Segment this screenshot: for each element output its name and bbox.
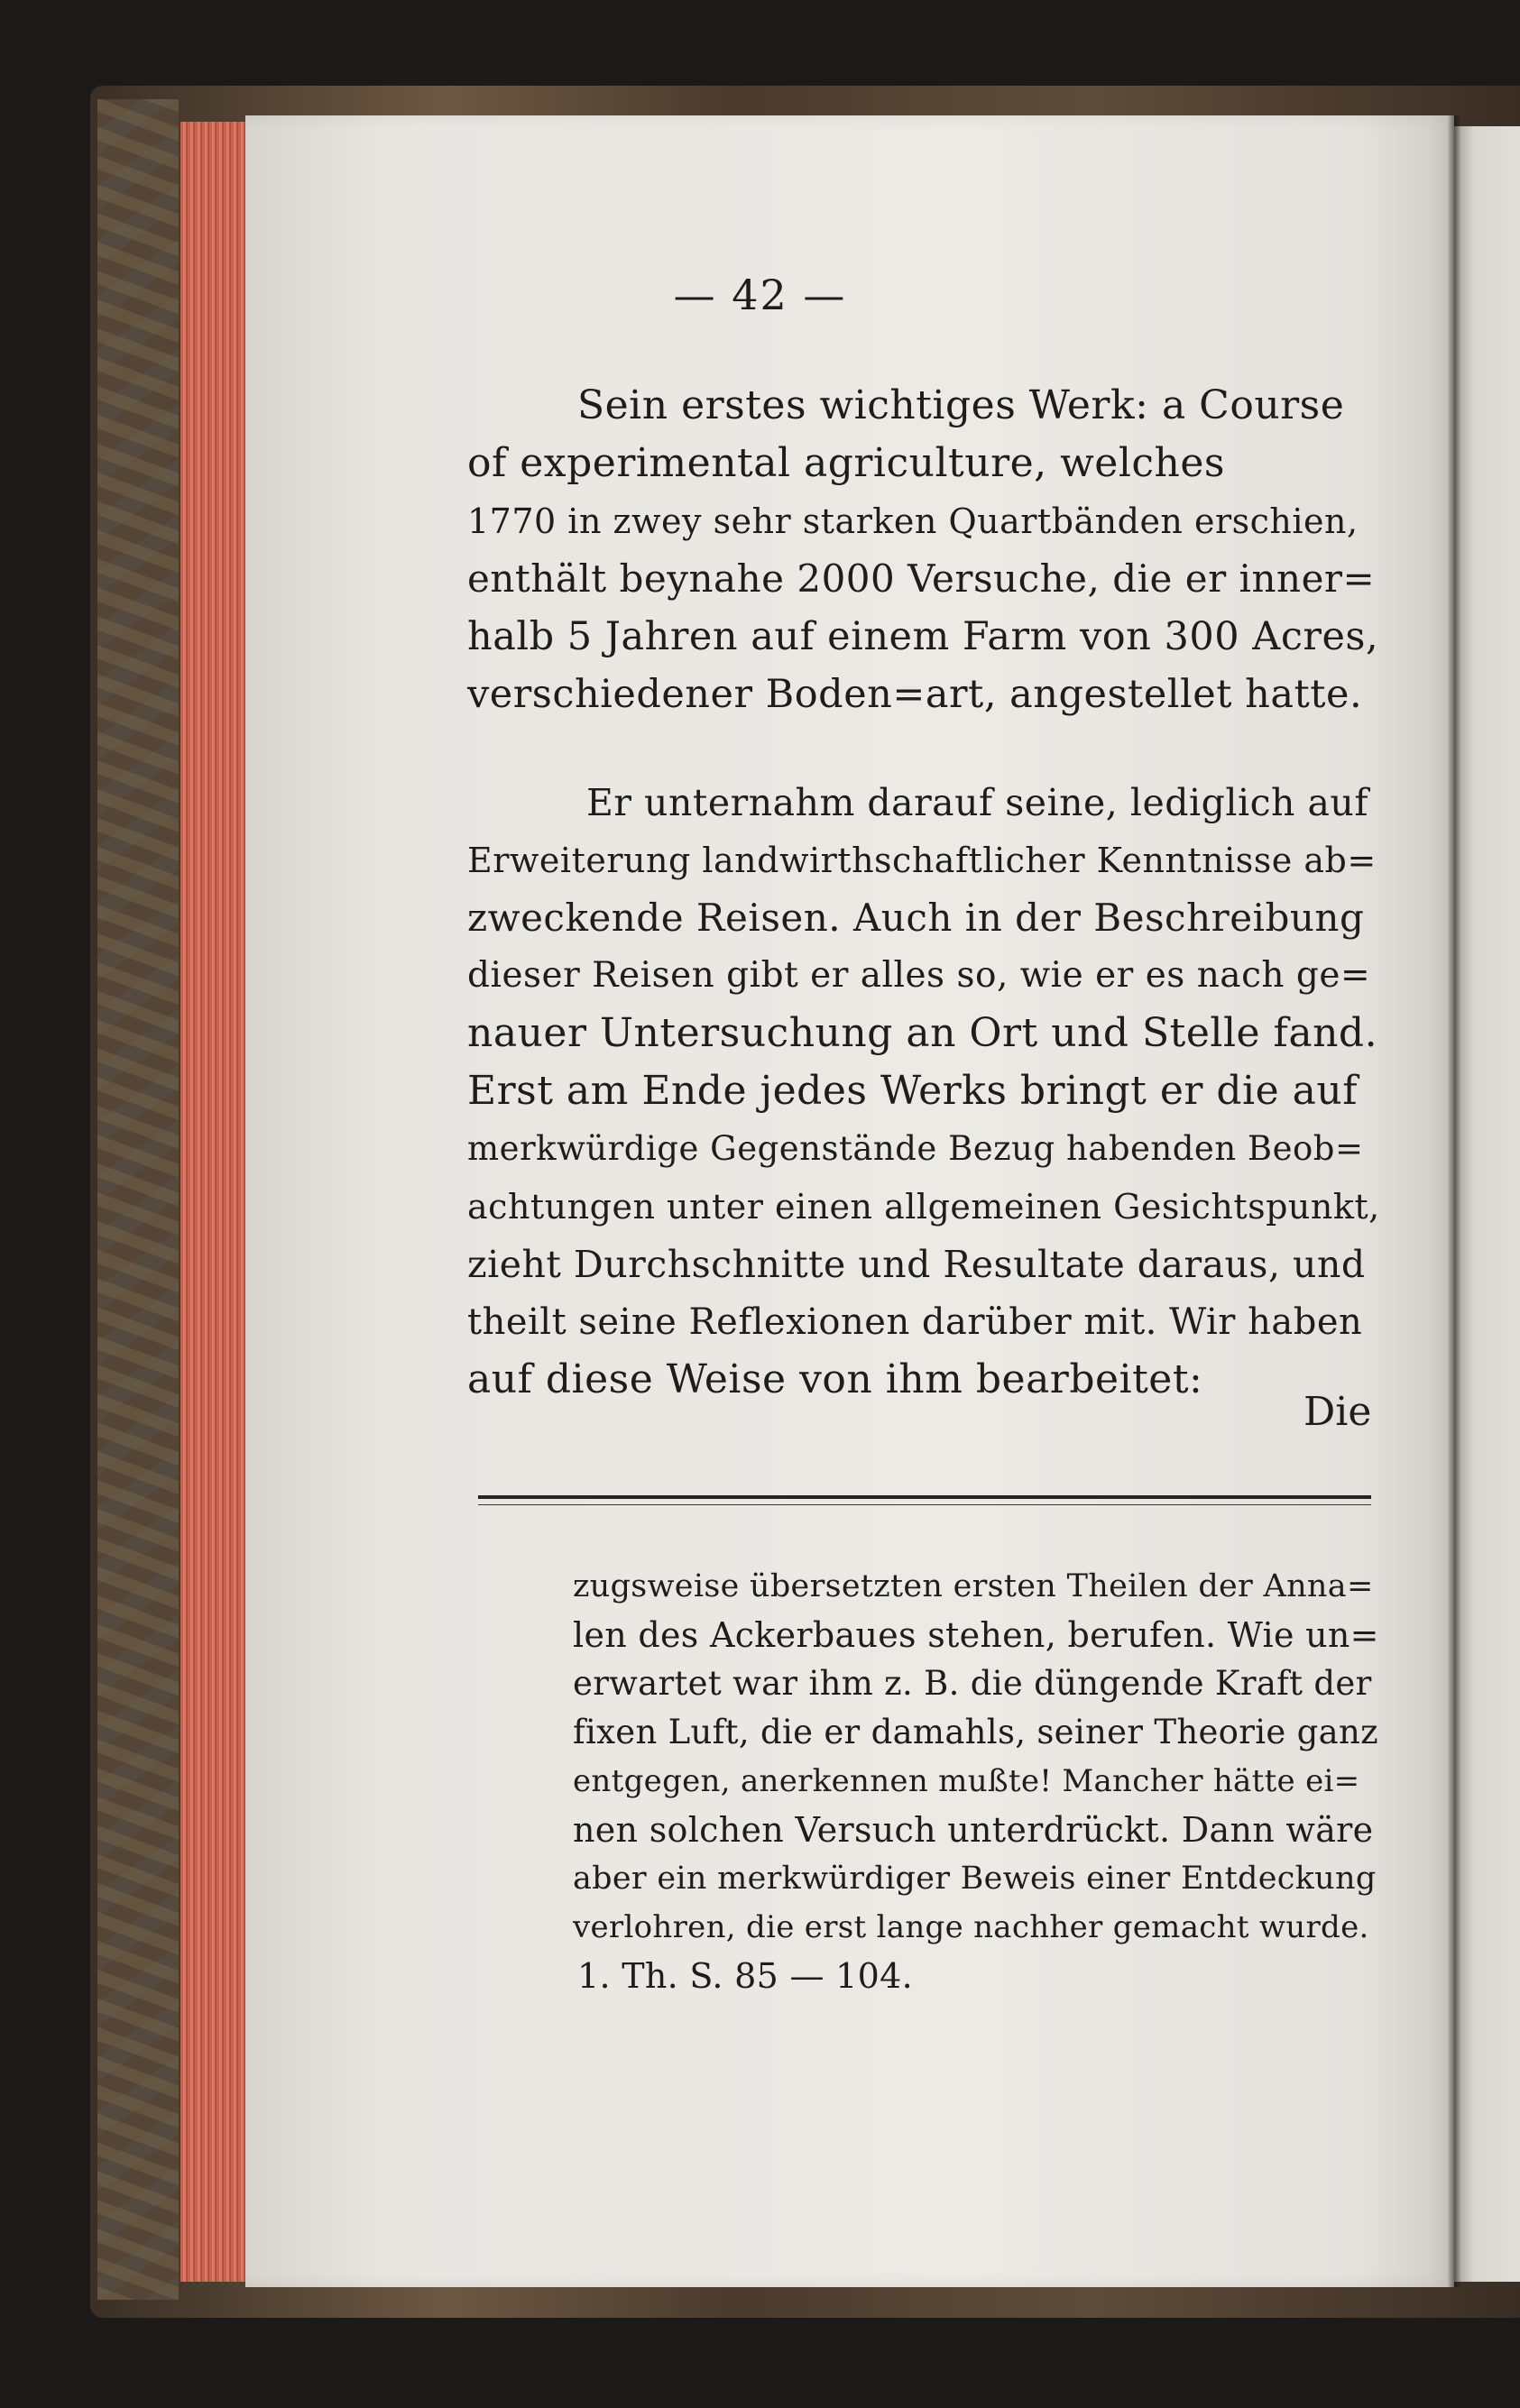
text-line: nauer Untersuchung an Ort und Stelle fand. xyxy=(467,1010,1378,1056)
text-line: auf diese Weise von ihm bearbeitet: xyxy=(467,1356,1203,1402)
footnote-line: zugsweise übersetzten ersten Theilen der Anna= xyxy=(573,1568,1374,1604)
footnote-line: verlohren, die erst lange nachher gemacht wurde. xyxy=(573,1909,1369,1945)
footnote-line: len des Ackerbaues stehen, berufen. Wie un= xyxy=(573,1615,1379,1655)
text-line: halb 5 Jahren auf einem Farm von 300 Acres, xyxy=(467,614,1379,659)
footnote-rule-thin xyxy=(478,1504,1371,1505)
catchword: Die xyxy=(1304,1389,1372,1435)
text-line: of experimental agriculture, welches xyxy=(467,440,1225,486)
text-line: Er unternahm darauf seine, lediglich auf xyxy=(586,781,1369,824)
text-line: merkwürdige Gegenstände Bezug habenden Beob= xyxy=(467,1129,1364,1168)
text-line: zweckende Reisen. Auch in der Beschreibung xyxy=(467,896,1365,940)
text-line: dieser Reisen gibt er alles so, wie er es nach ge= xyxy=(467,955,1371,996)
text-line: 1770 in zwey sehr starken Quartbänden erschien, xyxy=(467,501,1359,541)
marbled-cover-edge xyxy=(97,99,179,2300)
page-gutter xyxy=(1448,115,1460,2287)
facing-page-edge xyxy=(1454,126,1520,2282)
text-line: zieht Durchschnitte und Resultate daraus, und xyxy=(467,1243,1366,1286)
red-page-edges xyxy=(180,122,245,2282)
footnote-line: entgegen, anerkennen mußte! Mancher hätte ei= xyxy=(573,1763,1360,1799)
footnote-line: aber ein merkwürdiger Beweis einer Entdeckung xyxy=(573,1861,1377,1897)
text-line: Erst am Ende jedes Werks bringt er die auf xyxy=(467,1068,1359,1114)
footnote-rule xyxy=(478,1495,1371,1499)
footnote-line: fixen Luft, die er damahls, seiner Theorie ganz xyxy=(573,1713,1378,1751)
text-line: theilt seine Reflexionen darüber mit. Wir haben xyxy=(467,1301,1363,1343)
footnote-line: 1. Th. S. 85 — 104. xyxy=(577,1956,913,1996)
text-line: achtungen unter einen allgemeinen Gesichtspunkt, xyxy=(467,1187,1380,1227)
footnote-line: nen solchen Versuch unterdrückt. Dann wäre xyxy=(573,1810,1374,1850)
text-line: Erweiterung landwirthschaftlicher Kenntnisse ab= xyxy=(467,841,1377,880)
footnote-line: erwartet war ihm z. B. die düngende Kraft der xyxy=(573,1664,1372,1703)
text-line: Sein erstes wichtiges Werk: a Course xyxy=(577,382,1345,428)
text-line: verschiedener Boden=art, angestellet hatte. xyxy=(467,672,1363,717)
page-number: — 42 — xyxy=(673,271,847,319)
text-line: enthält beynahe 2000 Versuche, die er inner= xyxy=(467,556,1376,601)
